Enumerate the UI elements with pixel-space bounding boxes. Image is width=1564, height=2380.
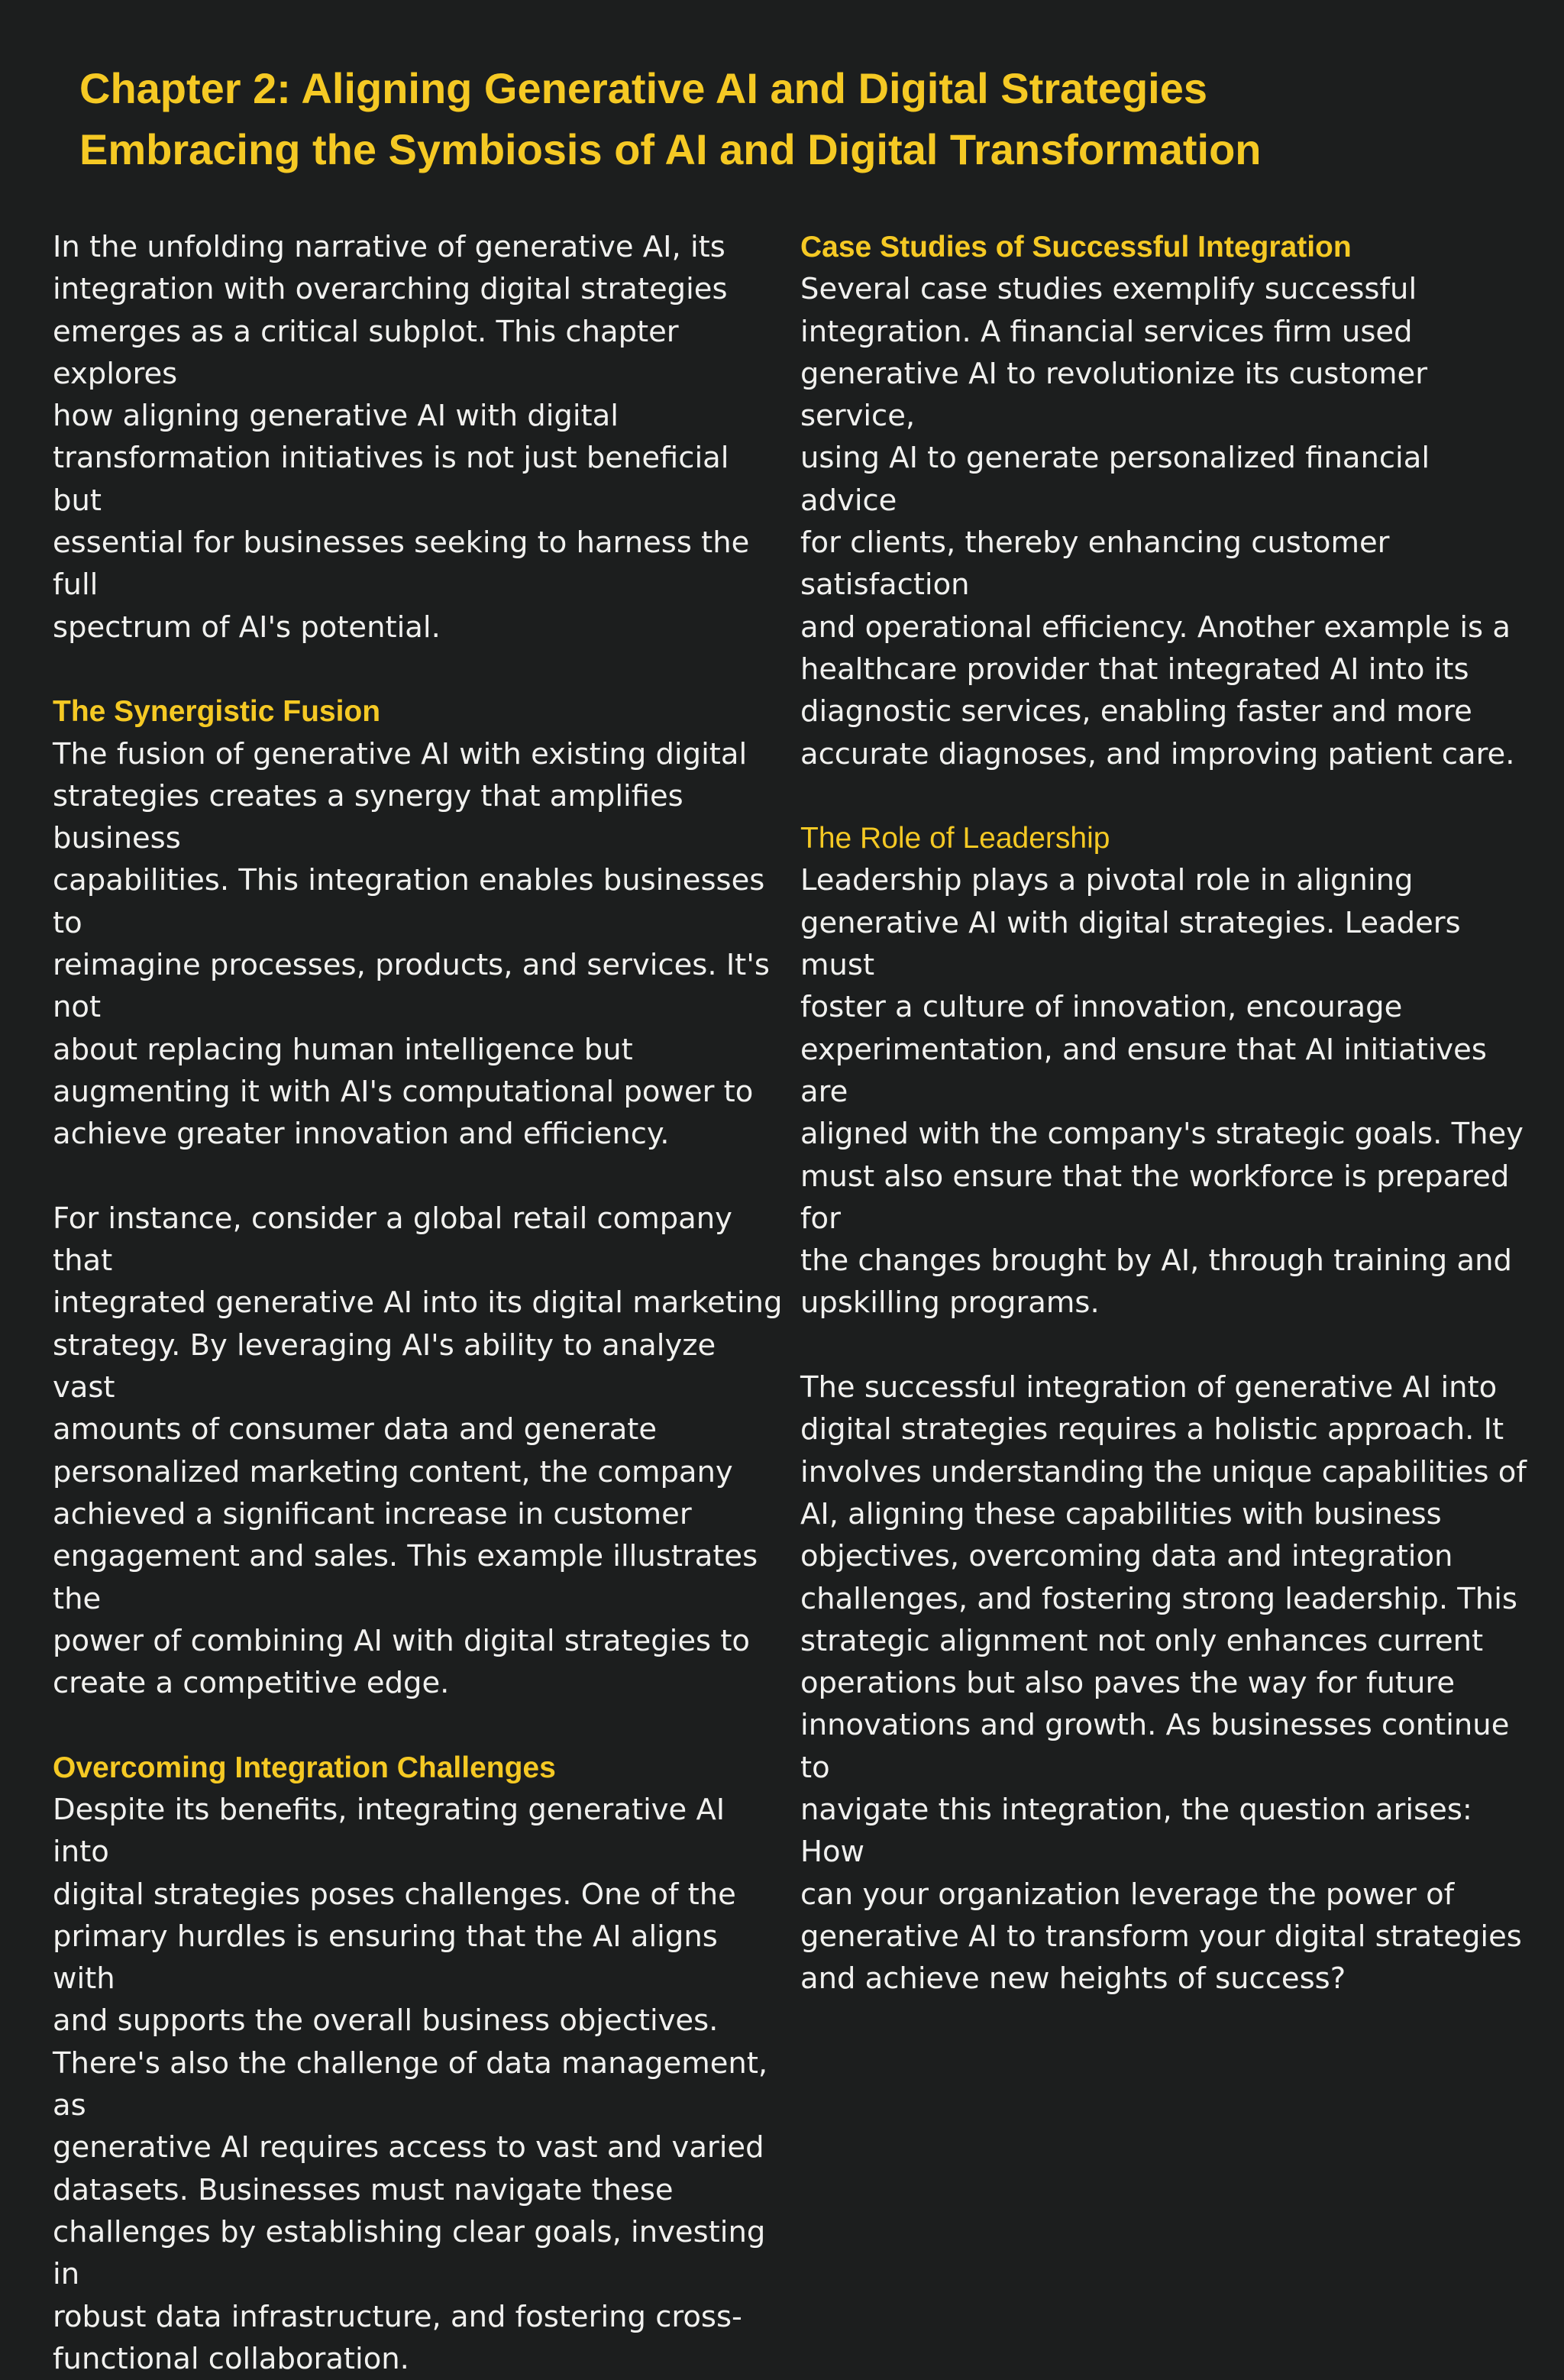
paragraph-spacer	[800, 1324, 1533, 1366]
leadership-paragraph: Leadership plays a pivotal role in aligning generative AI with digital strategies. Leaders must foster a culture of innovation, encourage experimentation, and ensure that AI initiatives are aligned with the company's strategic goals. They must also ensure that the workforce is prepared for the changes brought by AI, through training and upskilling programs.	[800, 863, 1524, 1321]
paragraph-spacer	[53, 1704, 786, 1746]
chapter-subtitle: Embracing the Symbiosis of AI and Digital Transformation	[79, 125, 1262, 173]
right-column	[800, 226, 1533, 2000]
synergy-heading: The Synergistic Fusion	[53, 695, 381, 729]
paragraph-spacer	[53, 1156, 786, 1198]
paragraph-spacer	[53, 648, 786, 690]
leadership-heading: The Role of Leadership	[800, 822, 1110, 855]
challenges-paragraph: Despite its benefits, integrating generative AI into digital strategies poses challenges. One of the primary hurdles is ensuring that the AI aligns with and supports the overall business objectives. There's also the challenge of data management, as generative AI requires access to vast and varied datasets. Businesses must navigate these challenges by establishing clear goals, investing in robust data infrastructure, and fostering cross- functional collaboration.	[53, 1792, 768, 2376]
chapter-header	[79, 58, 1500, 180]
left-column	[53, 226, 786, 2380]
paragraph-spacer	[800, 775, 1533, 817]
synergy-paragraph: The fusion of generative AI with existing digital strategies creates a synergy that amplifies business capabilities. This integration enables businesses to reimagine processes, products, and services. It's not about replacing human intelligence but augmenting it with AI's computational power to achieve greater innovation and efficiency.	[53, 736, 770, 1152]
conclusion-paragraph: The successful integration of generative AI into digital strategies requires a holistic approach. It involves understanding the unique capabilities of AI, aligning these capabilities with business objectives, overcoming data and integration challenges, and fostering strong leadership. This strategic alignment not only enhances current operations but also paves the way for future innovations and growth. As businesses continue to navigate this integration, the question arises: How can your organization leverage the power of generative AI to transform your digital strategies and achieve new heights of success?	[800, 1370, 1527, 1997]
intro-paragraph: In the unfolding narrative of generative AI, its integration with overarching digital strategies emerges as a critical subplot. This chapter explores how aligning generative AI with digital transformation initiatives is not just beneficial but essential for businesses seeking to harness the full spectrum of AI's potential.	[53, 230, 750, 645]
chapter-title: Chapter 2: Aligning Generative AI and Digital Strategies	[79, 64, 1208, 112]
challenges-heading: Overcoming Integration Challenges	[53, 1751, 556, 1784]
case-studies-heading: Case Studies of Successful Integration	[800, 231, 1352, 264]
retail-example-paragraph: For instance, consider a global retail company that integrated generative AI into its digital marketing strategy. By leveraging AI's ability to analyze vast amounts of consumer data and generate personalized marketing content, the company achieved a significant increase in customer engagement and sales. This example illustrates the power of combining AI with digital strategies to create a competitive edge.	[53, 1201, 783, 1701]
case-studies-paragraph: Several case studies exemplify successful integration. A financial services firm used generative AI to revolutionize its customer service, using AI to generate personalized financial advice for clients, thereby enhancing customer satisfaction and operational efficiency. Another example is a healthcare provider that integrated AI into its diagnostic services, enabling faster and more accurate diagnoses, and improving patient care.	[800, 272, 1515, 771]
